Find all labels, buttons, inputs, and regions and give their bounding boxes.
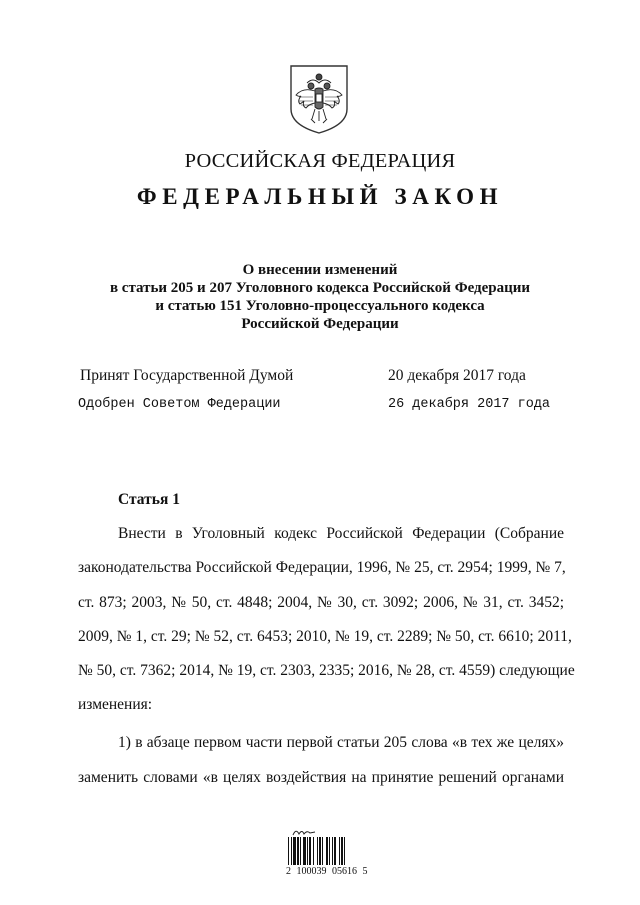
barcode-bar (322, 837, 323, 865)
barcode-bar (307, 837, 308, 865)
law-title-line: и статью 151 Уголовно-процессуального кодекса (155, 298, 485, 314)
barcode-bar (291, 837, 292, 865)
article-text-line: Внести в Уголовный кодекс Российской Федерации (Собрание (118, 525, 564, 542)
approved-date: 26 декабря 2017 года (388, 397, 551, 412)
barcode-bar (317, 837, 318, 865)
country-heading: РОССИЙСКАЯ ФЕДЕРАЦИЯ (184, 150, 456, 172)
barcode-bar (319, 837, 321, 865)
article-text-line: 2009, № 1, ст. 29; № 52, ст. 6453; 2010, № 19, ст. 2289; № 50, ст. 6610; 2011, (78, 628, 572, 645)
barcode-bar (309, 837, 311, 865)
law-title-line: в статьи 205 и 207 Уголовного кодекса Российской Федерации (109, 280, 531, 296)
coat-of-arms-emblem (287, 63, 351, 135)
article-heading: Статья 1 (118, 491, 180, 508)
adopted-date: 20 декабря 2017 года (388, 367, 526, 384)
barcode-bar (332, 837, 333, 865)
approved-by-council-label: Одобрен Советом Федерации (78, 397, 281, 412)
law-title-line: Российской Федерации (241, 316, 399, 332)
article-text-line: законодательства Российской Федерации, 1996, № 25, ст. 2954; 1999, № 7, (78, 559, 566, 576)
barcode-bar (288, 837, 289, 865)
barcode-bar (297, 837, 299, 865)
article-text-line: 1) в абзаце первом части первой статьи 205 слова «в тех же целях» (118, 734, 564, 751)
article-text-line: заменить словами «в целях воздействия на принятие решений органами (78, 769, 564, 786)
adopted-by-duma-label: Принят Государственной Думой (80, 367, 294, 384)
law-type-heading: ФЕДЕРАЛЬНЫЙ ЗАКОН (136, 184, 504, 209)
barcode-bar (339, 837, 340, 865)
barcode-bar (341, 837, 343, 865)
barcode-bar (344, 837, 345, 865)
barcode-bar (326, 837, 328, 865)
article-text-line: № 50, ст. 7362; 2014, № 19, ст. 2303, 2335; 2016, № 28, ст. 4559) следующие (78, 662, 575, 679)
article-text-line: ст. 873; 2003, № 50, ст. 4848; 2004, № 30, ст. 3092; 2006, № 31, ст. 3452; (78, 594, 564, 611)
barcode-bar (300, 837, 301, 865)
barcode-bar (303, 837, 306, 865)
barcode-bar (313, 837, 314, 865)
barcode-number: 2 100039 05616 5 (286, 866, 368, 877)
article-text-line: изменения: (78, 696, 153, 713)
law-title-line: О внесении изменений (242, 262, 398, 278)
russian-coat-of-arms-icon (287, 63, 351, 135)
barcode-bar (293, 837, 296, 865)
barcode-icon (287, 837, 365, 865)
barcode-bar (329, 837, 330, 865)
barcode-bar (334, 837, 336, 865)
